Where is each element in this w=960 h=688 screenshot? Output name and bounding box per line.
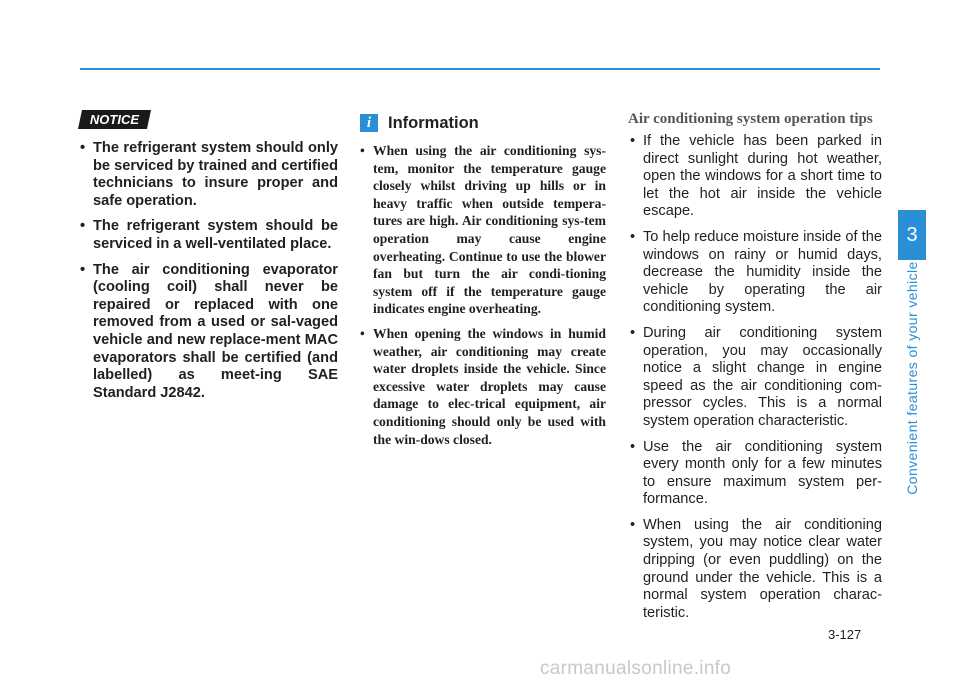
tips-item: • To help reduce moisture inside of the windows on rainy or humid days, decrease the humidity inside the vehicle by operating the air conditioning system. bbox=[626, 229, 882, 317]
tips-item: • During air conditioning system operation, you may occasionally notice a slight change in engine speed as the air conditioning com-pressor cycles. This is a normal system operation characteristic. bbox=[626, 325, 882, 431]
notice-item: • The air conditioning evaporator (cooling coil) shall never be repaired or replaced with one removed from a used or sal-vaged vehicle and new replace-ment MAC evaporators shall be certified (and labelled) as meet-ing SAE Standard J2842. bbox=[76, 262, 338, 403]
notice-list bbox=[76, 140, 338, 402]
page-number: 3-127 bbox=[828, 627, 862, 642]
notice-column bbox=[76, 110, 338, 410]
info-icon: i bbox=[360, 114, 378, 132]
information-list bbox=[356, 142, 606, 448]
information-item: • When using the air conditioning sys-tem, monitor the temperature gauge closely whilst driving up hills or in heavy traffic when outside tempera-tures are high. Air conditioning sys-tem operation may cause engine overheating. Continue to use the blower fan but turn the air condi-tioning system off if the temperature gauge indicates engine overheating. bbox=[356, 142, 606, 318]
chapter-tab: 3 bbox=[898, 210, 926, 260]
tips-heading: Air conditioning system operation tips bbox=[628, 111, 873, 127]
chapter-side-title: Convenient features of your vehicle bbox=[904, 261, 920, 495]
information-column bbox=[356, 110, 606, 455]
notice-badge: NOTICE bbox=[78, 110, 151, 129]
tips-column bbox=[626, 110, 882, 630]
watermark: carmanualsonline.info bbox=[540, 658, 732, 679]
tips-list bbox=[626, 133, 882, 622]
information-item: • When opening the windows in humid weather, air conditioning may create water droplets inside the vehicle. Since excessive water droplets may cause damage to elec-trical equipment, air conditioning should only be used with the win-dows closed. bbox=[356, 325, 606, 448]
header-rule bbox=[80, 68, 880, 70]
tips-item: • When using the air conditioning system, you may notice clear water dripping (or even puddling) on the ground under the vehicle. This is a normal system operation charac-teristic. bbox=[626, 517, 882, 623]
notice-item: • The refrigerant system should be serviced in a well-ventilated place. bbox=[76, 218, 338, 253]
information-header bbox=[360, 110, 606, 136]
tips-item: • Use the air conditioning system every month only for a few minutes to ensure maximum system per-formance. bbox=[626, 439, 882, 509]
information-title: Information bbox=[388, 113, 479, 132]
tips-item: • If the vehicle has been parked in direct sunlight during hot weather, open the windows for a short time to let the hot air inside the vehicle escape. bbox=[626, 133, 882, 221]
notice-item: • The refrigerant system should only be serviced by trained and certified technicians to insure proper and safe operation. bbox=[76, 140, 338, 210]
